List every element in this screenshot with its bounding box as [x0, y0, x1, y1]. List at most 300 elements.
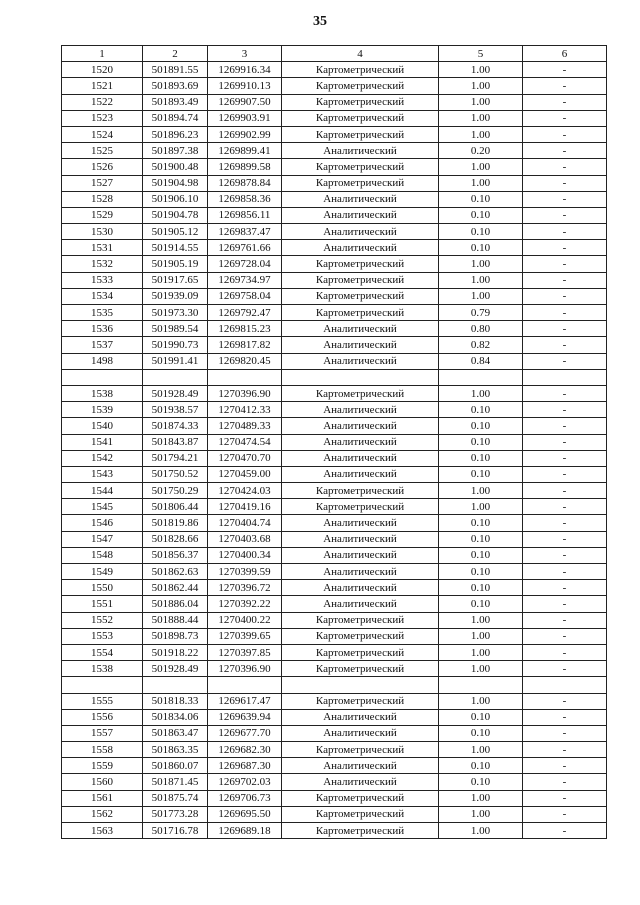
note-cell: -: [523, 628, 607, 644]
y-coordinate-cell: 1269682.30: [208, 742, 282, 758]
y-coordinate-cell: 1269687.30: [208, 758, 282, 774]
y-coordinate-cell: 1269792.47: [208, 305, 282, 321]
table-row: [62, 224, 607, 240]
accuracy-cell: 1.00: [439, 159, 523, 175]
column-header: 5: [439, 46, 523, 62]
point-number-cell: 1528: [62, 191, 143, 207]
method-cell: Картометрический: [282, 159, 439, 175]
y-coordinate-cell: 1269907.50: [208, 94, 282, 110]
note-cell: -: [523, 272, 607, 288]
y-coordinate-cell: 1269689.18: [208, 823, 282, 839]
x-coordinate-cell: 501794.21: [143, 450, 208, 466]
accuracy-cell: 1.00: [439, 628, 523, 644]
y-coordinate-cell: 1269702.03: [208, 774, 282, 790]
accuracy-cell: 0.10: [439, 466, 523, 482]
y-coordinate-cell: 1270403.68: [208, 531, 282, 547]
note-cell: -: [523, 434, 607, 450]
accuracy-cell: 1.00: [439, 126, 523, 142]
method-cell: Картометрический: [282, 175, 439, 191]
table-row: [62, 126, 607, 142]
point-number-cell: 1540: [62, 418, 143, 434]
method-cell: Аналитический: [282, 709, 439, 725]
note-cell: -: [523, 402, 607, 418]
note-cell: -: [523, 774, 607, 790]
empty-cell: [523, 677, 607, 693]
method-cell: Картометрический: [282, 110, 439, 126]
y-coordinate-cell: 1270470.70: [208, 450, 282, 466]
empty-cell: [62, 369, 143, 385]
note-cell: -: [523, 596, 607, 612]
method-cell: Аналитический: [282, 725, 439, 741]
table-row: [62, 418, 607, 434]
method-cell: Картометрический: [282, 742, 439, 758]
accuracy-cell: 1.00: [439, 806, 523, 822]
point-number-cell: 1555: [62, 693, 143, 709]
method-cell: Аналитический: [282, 321, 439, 337]
point-number-cell: 1531: [62, 240, 143, 256]
note-cell: -: [523, 240, 607, 256]
method-cell: Аналитический: [282, 580, 439, 596]
table-row: [62, 661, 607, 677]
point-number-cell: 1533: [62, 272, 143, 288]
table-row: [62, 564, 607, 580]
point-number-cell: 1535: [62, 305, 143, 321]
table-row: [62, 693, 607, 709]
y-coordinate-cell: 1269820.45: [208, 353, 282, 369]
empty-cell: [523, 369, 607, 385]
x-coordinate-cell: 501896.23: [143, 126, 208, 142]
point-number-cell: 1538: [62, 385, 143, 401]
y-coordinate-cell: 1270399.65: [208, 628, 282, 644]
x-coordinate-cell: 501938.57: [143, 402, 208, 418]
point-number-cell: 1562: [62, 806, 143, 822]
accuracy-cell: 1.00: [439, 823, 523, 839]
method-cell: Аналитический: [282, 564, 439, 580]
note-cell: -: [523, 207, 607, 223]
y-coordinate-cell: 1269758.04: [208, 288, 282, 304]
empty-cell: [143, 369, 208, 385]
method-cell: Картометрический: [282, 288, 439, 304]
method-cell: Аналитический: [282, 547, 439, 563]
table-row: [62, 207, 607, 223]
method-cell: Картометрический: [282, 62, 439, 78]
note-cell: -: [523, 450, 607, 466]
note-cell: -: [523, 612, 607, 628]
method-cell: Картометрический: [282, 94, 439, 110]
point-number-cell: 1547: [62, 531, 143, 547]
method-cell: Аналитический: [282, 337, 439, 353]
empty-cell: [282, 677, 439, 693]
point-number-cell: 1542: [62, 450, 143, 466]
accuracy-cell: 1.00: [439, 790, 523, 806]
method-cell: Картометрический: [282, 256, 439, 272]
y-coordinate-cell: 1269677.70: [208, 725, 282, 741]
table-row: [62, 353, 607, 369]
accuracy-cell: 1.00: [439, 288, 523, 304]
method-cell: Аналитический: [282, 758, 439, 774]
method-cell: Аналитический: [282, 418, 439, 434]
note-cell: -: [523, 644, 607, 660]
accuracy-cell: 1.00: [439, 742, 523, 758]
accuracy-cell: 0.10: [439, 596, 523, 612]
empty-cell: [439, 369, 523, 385]
point-number-cell: 1529: [62, 207, 143, 223]
accuracy-cell: 1.00: [439, 483, 523, 499]
y-coordinate-cell: 1269706.73: [208, 790, 282, 806]
table-row: [62, 499, 607, 515]
point-number-cell: 1554: [62, 644, 143, 660]
method-cell: Аналитический: [282, 466, 439, 482]
table-row: [62, 305, 607, 321]
method-cell: Аналитический: [282, 402, 439, 418]
point-number-cell: 1559: [62, 758, 143, 774]
point-number-cell: 1551: [62, 596, 143, 612]
table-row: [62, 288, 607, 304]
note-cell: -: [523, 337, 607, 353]
column-header: 3: [208, 46, 282, 62]
point-number-cell: 1546: [62, 515, 143, 531]
column-header: 2: [143, 46, 208, 62]
table-row: [62, 709, 607, 725]
table-row: [62, 94, 607, 110]
point-number-cell: 1552: [62, 612, 143, 628]
method-cell: Аналитический: [282, 207, 439, 223]
method-cell: Аналитический: [282, 450, 439, 466]
note-cell: -: [523, 709, 607, 725]
method-cell: Аналитический: [282, 434, 439, 450]
x-coordinate-cell: 501939.09: [143, 288, 208, 304]
note-cell: -: [523, 499, 607, 515]
x-coordinate-cell: 501871.45: [143, 774, 208, 790]
table-row: [62, 110, 607, 126]
x-coordinate-cell: 501990.73: [143, 337, 208, 353]
empty-cell: [439, 677, 523, 693]
y-coordinate-cell: 1269837.47: [208, 224, 282, 240]
method-cell: Аналитический: [282, 224, 439, 240]
x-coordinate-cell: 501860.07: [143, 758, 208, 774]
x-coordinate-cell: 501886.04: [143, 596, 208, 612]
table-row: [62, 78, 607, 94]
table-row: [62, 742, 607, 758]
note-cell: -: [523, 515, 607, 531]
table-row: [62, 596, 607, 612]
x-coordinate-cell: 501900.48: [143, 159, 208, 175]
y-coordinate-cell: 1269761.66: [208, 240, 282, 256]
accuracy-cell: 1.00: [439, 612, 523, 628]
table-body: [62, 62, 607, 839]
x-coordinate-cell: 501863.47: [143, 725, 208, 741]
x-coordinate-cell: 501905.12: [143, 224, 208, 240]
x-coordinate-cell: 501891.55: [143, 62, 208, 78]
note-cell: -: [523, 547, 607, 563]
accuracy-cell: 0.10: [439, 450, 523, 466]
section-separator-row: [62, 677, 607, 693]
y-coordinate-cell: 1269728.04: [208, 256, 282, 272]
page-number: 35: [313, 14, 327, 29]
x-coordinate-cell: 501894.74: [143, 110, 208, 126]
note-cell: -: [523, 385, 607, 401]
note-cell: -: [523, 806, 607, 822]
x-coordinate-cell: 501750.29: [143, 483, 208, 499]
note-cell: -: [523, 175, 607, 191]
accuracy-cell: 0.10: [439, 402, 523, 418]
y-coordinate-cell: 1269617.47: [208, 693, 282, 709]
y-coordinate-cell: 1269639.94: [208, 709, 282, 725]
note-cell: -: [523, 126, 607, 142]
accuracy-cell: 1.00: [439, 693, 523, 709]
section-separator-row: [62, 369, 607, 385]
accuracy-cell: 1.00: [439, 661, 523, 677]
accuracy-cell: 0.82: [439, 337, 523, 353]
method-cell: Картометрический: [282, 272, 439, 288]
note-cell: -: [523, 564, 607, 580]
table-row: [62, 256, 607, 272]
accuracy-cell: 0.10: [439, 515, 523, 531]
y-coordinate-cell: 1269902.99: [208, 126, 282, 142]
table-row: [62, 758, 607, 774]
accuracy-cell: 0.10: [439, 547, 523, 563]
note-cell: -: [523, 224, 607, 240]
y-coordinate-cell: 1269899.58: [208, 159, 282, 175]
method-cell: Аналитический: [282, 774, 439, 790]
accuracy-cell: 1.00: [439, 499, 523, 515]
method-cell: Картометрический: [282, 628, 439, 644]
y-coordinate-cell: 1269916.34: [208, 62, 282, 78]
y-coordinate-cell: 1270474.54: [208, 434, 282, 450]
y-coordinate-cell: 1269817.82: [208, 337, 282, 353]
y-coordinate-cell: 1269695.50: [208, 806, 282, 822]
y-coordinate-cell: 1270424.03: [208, 483, 282, 499]
point-number-cell: 1538: [62, 661, 143, 677]
empty-cell: [208, 369, 282, 385]
y-coordinate-cell: 1270397.85: [208, 644, 282, 660]
note-cell: -: [523, 94, 607, 110]
note-cell: -: [523, 693, 607, 709]
y-coordinate-cell: 1270419.16: [208, 499, 282, 515]
y-coordinate-cell: 1270396.90: [208, 385, 282, 401]
x-coordinate-cell: 501716.78: [143, 823, 208, 839]
table-row: [62, 450, 607, 466]
point-number-cell: 1523: [62, 110, 143, 126]
point-number-cell: 1543: [62, 466, 143, 482]
note-cell: -: [523, 725, 607, 741]
table-row: [62, 531, 607, 547]
note-cell: -: [523, 110, 607, 126]
point-number-cell: 1561: [62, 790, 143, 806]
accuracy-cell: 1.00: [439, 272, 523, 288]
method-cell: Картометрический: [282, 823, 439, 839]
note-cell: -: [523, 466, 607, 482]
x-coordinate-cell: 501875.74: [143, 790, 208, 806]
method-cell: Картометрический: [282, 644, 439, 660]
empty-cell: [282, 369, 439, 385]
method-cell: Картометрический: [282, 806, 439, 822]
point-number-cell: 1525: [62, 143, 143, 159]
method-cell: Аналитический: [282, 191, 439, 207]
accuracy-cell: 1.00: [439, 94, 523, 110]
note-cell: -: [523, 790, 607, 806]
accuracy-cell: 1.00: [439, 256, 523, 272]
point-number-cell: 1558: [62, 742, 143, 758]
accuracy-cell: 0.10: [439, 418, 523, 434]
x-coordinate-cell: 501862.63: [143, 564, 208, 580]
point-number-cell: 1560: [62, 774, 143, 790]
table-row: [62, 466, 607, 482]
empty-cell: [208, 677, 282, 693]
y-coordinate-cell: 1270396.90: [208, 661, 282, 677]
table-row: [62, 580, 607, 596]
note-cell: -: [523, 758, 607, 774]
note-cell: -: [523, 531, 607, 547]
method-cell: Картометрический: [282, 612, 439, 628]
table-row: [62, 337, 607, 353]
x-coordinate-cell: 501898.73: [143, 628, 208, 644]
point-number-cell: 1553: [62, 628, 143, 644]
y-coordinate-cell: 1269815.23: [208, 321, 282, 337]
point-number-cell: 1539: [62, 402, 143, 418]
table-row: [62, 385, 607, 401]
point-number-cell: 1541: [62, 434, 143, 450]
point-number-cell: 1549: [62, 564, 143, 580]
accuracy-cell: 0.10: [439, 709, 523, 725]
note-cell: -: [523, 62, 607, 78]
y-coordinate-cell: 1269856.11: [208, 207, 282, 223]
table-row: [62, 725, 607, 741]
accuracy-cell: 0.10: [439, 531, 523, 547]
x-coordinate-cell: 501862.44: [143, 580, 208, 596]
point-number-cell: 1530: [62, 224, 143, 240]
table-row: [62, 272, 607, 288]
y-coordinate-cell: 1270396.72: [208, 580, 282, 596]
table-row: [62, 240, 607, 256]
point-number-cell: 1521: [62, 78, 143, 94]
x-coordinate-cell: 501863.35: [143, 742, 208, 758]
method-cell: Аналитический: [282, 353, 439, 369]
x-coordinate-cell: 501973.30: [143, 305, 208, 321]
point-number-cell: 1532: [62, 256, 143, 272]
x-coordinate-cell: 501843.87: [143, 434, 208, 450]
x-coordinate-cell: 501928.49: [143, 661, 208, 677]
table-row: [62, 175, 607, 191]
y-coordinate-cell: 1270400.22: [208, 612, 282, 628]
point-number-cell: 1534: [62, 288, 143, 304]
x-coordinate-cell: 501906.10: [143, 191, 208, 207]
accuracy-cell: 0.10: [439, 580, 523, 596]
note-cell: -: [523, 288, 607, 304]
x-coordinate-cell: 501818.33: [143, 693, 208, 709]
table-row: [62, 547, 607, 563]
y-coordinate-cell: 1270459.00: [208, 466, 282, 482]
x-coordinate-cell: 501893.69: [143, 78, 208, 94]
x-coordinate-cell: 501897.38: [143, 143, 208, 159]
point-number-cell: 1548: [62, 547, 143, 563]
y-coordinate-cell: 1270400.34: [208, 547, 282, 563]
method-cell: Аналитический: [282, 596, 439, 612]
table-row: [62, 806, 607, 822]
x-coordinate-cell: 501828.66: [143, 531, 208, 547]
point-number-cell: 1520: [62, 62, 143, 78]
y-coordinate-cell: 1269878.84: [208, 175, 282, 191]
note-cell: -: [523, 418, 607, 434]
accuracy-cell: 1.00: [439, 78, 523, 94]
note-cell: -: [523, 159, 607, 175]
accuracy-cell: 0.79: [439, 305, 523, 321]
method-cell: Картометрический: [282, 78, 439, 94]
note-cell: -: [523, 353, 607, 369]
table-row: [62, 434, 607, 450]
method-cell: Картометрический: [282, 305, 439, 321]
x-coordinate-cell: 501928.49: [143, 385, 208, 401]
x-coordinate-cell: 501989.54: [143, 321, 208, 337]
table-row: [62, 159, 607, 175]
accuracy-cell: 1.00: [439, 644, 523, 660]
x-coordinate-cell: 501904.78: [143, 207, 208, 223]
x-coordinate-cell: 501806.44: [143, 499, 208, 515]
x-coordinate-cell: 501773.28: [143, 806, 208, 822]
table-row: [62, 823, 607, 839]
accuracy-cell: 0.10: [439, 207, 523, 223]
y-coordinate-cell: 1269734.97: [208, 272, 282, 288]
coordinates-table: [61, 45, 607, 839]
table-header-row: [62, 46, 607, 62]
accuracy-cell: 0.80: [439, 321, 523, 337]
accuracy-cell: 0.10: [439, 224, 523, 240]
table-row: [62, 774, 607, 790]
y-coordinate-cell: 1270489.33: [208, 418, 282, 434]
note-cell: -: [523, 580, 607, 596]
note-cell: -: [523, 78, 607, 94]
x-coordinate-cell: 501819.86: [143, 515, 208, 531]
note-cell: -: [523, 256, 607, 272]
y-coordinate-cell: 1269903.91: [208, 110, 282, 126]
table-row: [62, 62, 607, 78]
accuracy-cell: 1.00: [439, 175, 523, 191]
point-number-cell: 1536: [62, 321, 143, 337]
accuracy-cell: 0.10: [439, 758, 523, 774]
x-coordinate-cell: 501917.65: [143, 272, 208, 288]
y-coordinate-cell: 1269910.13: [208, 78, 282, 94]
point-number-cell: 1563: [62, 823, 143, 839]
accuracy-cell: 0.10: [439, 564, 523, 580]
method-cell: Картометрический: [282, 499, 439, 515]
accuracy-cell: 0.10: [439, 774, 523, 790]
point-number-cell: 1526: [62, 159, 143, 175]
table-row: [62, 790, 607, 806]
y-coordinate-cell: 1270412.33: [208, 402, 282, 418]
accuracy-cell: 0.10: [439, 725, 523, 741]
table-row: [62, 321, 607, 337]
accuracy-cell: 0.84: [439, 353, 523, 369]
note-cell: -: [523, 305, 607, 321]
note-cell: -: [523, 143, 607, 159]
method-cell: Картометрический: [282, 693, 439, 709]
x-coordinate-cell: 501834.06: [143, 709, 208, 725]
table-row: [62, 612, 607, 628]
method-cell: Аналитический: [282, 143, 439, 159]
point-number-cell: 1527: [62, 175, 143, 191]
method-cell: Аналитический: [282, 531, 439, 547]
y-coordinate-cell: 1270392.22: [208, 596, 282, 612]
y-coordinate-cell: 1270399.59: [208, 564, 282, 580]
accuracy-cell: 1.00: [439, 385, 523, 401]
note-cell: -: [523, 191, 607, 207]
x-coordinate-cell: 501874.33: [143, 418, 208, 434]
table-row: [62, 515, 607, 531]
y-coordinate-cell: 1269858.36: [208, 191, 282, 207]
note-cell: -: [523, 823, 607, 839]
method-cell: Картометрический: [282, 126, 439, 142]
table-row: [62, 191, 607, 207]
